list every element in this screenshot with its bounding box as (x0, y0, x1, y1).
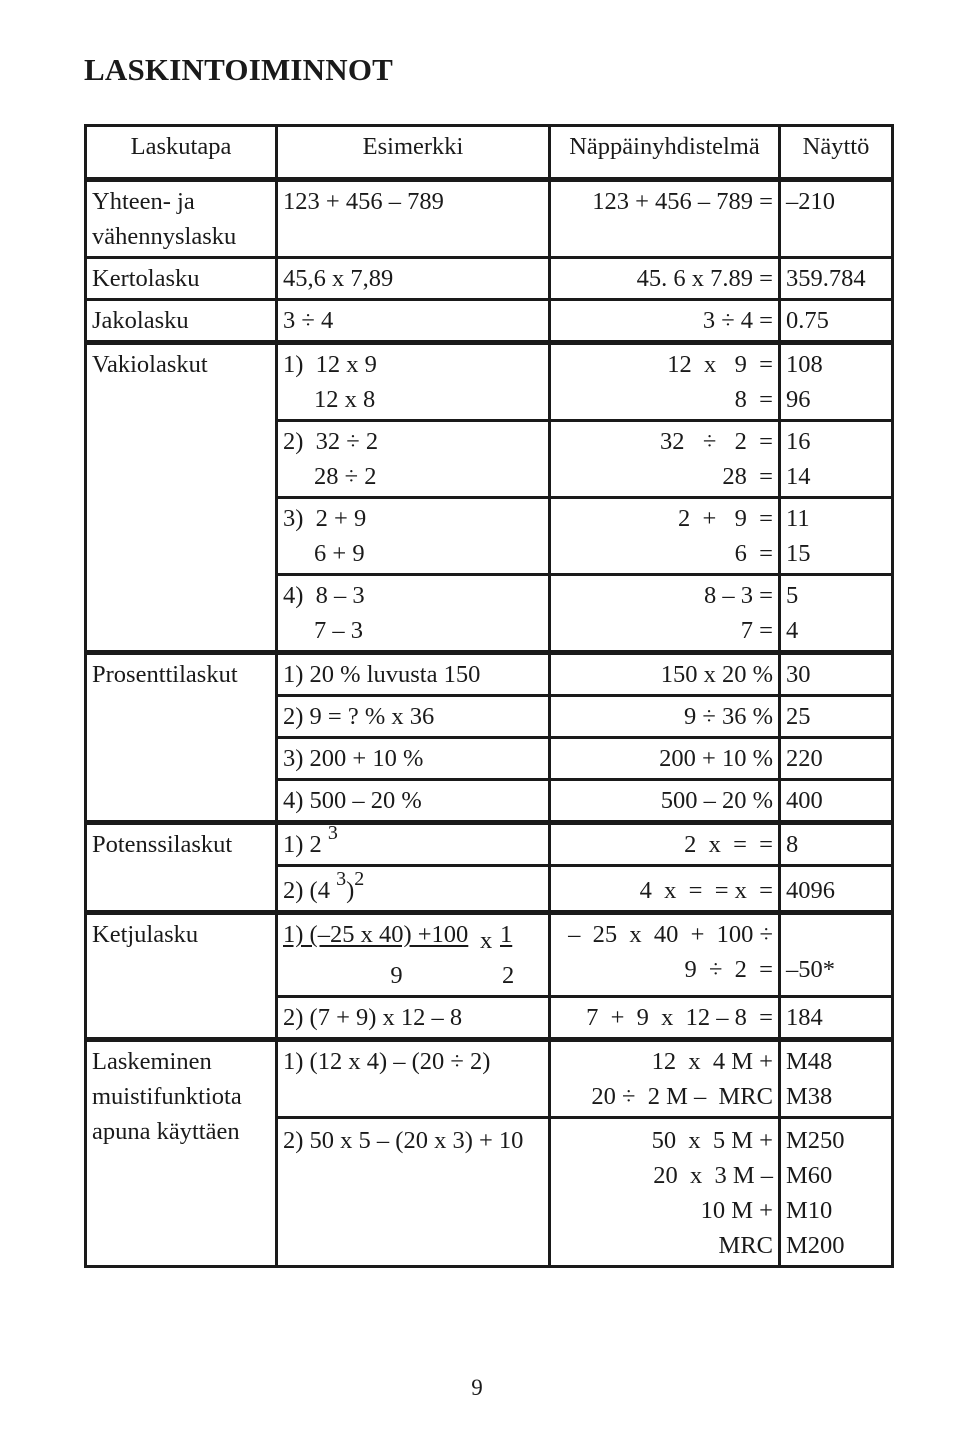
table-row (86, 1040, 893, 1118)
keys-cell: 2 + 9 = 6 = (550, 498, 780, 575)
table-row (86, 913, 893, 997)
example-cell: 45,6 x 7,89 (277, 258, 550, 300)
keys-cell: 32 ÷ 2 = 28 = (550, 421, 780, 498)
display-cell: 220 (780, 738, 893, 780)
example-cell: 2) 9 = ? % x 36 (277, 696, 550, 738)
table-row (86, 300, 893, 343)
method-cell: Jakolasku (86, 300, 277, 343)
display-cell: –50* (780, 913, 893, 997)
example-cell: 1) 12 x 9 12 x 8 (277, 343, 550, 421)
example-cell: 2) 32 ÷ 2 28 ÷ 2 (277, 421, 550, 498)
header-naytto: Näyttö (780, 126, 893, 180)
display-cell: 4096 (780, 866, 893, 913)
table-row (86, 258, 893, 300)
method-cell: Prosenttilaskut (86, 653, 277, 823)
keys-cell: 150 x 20 % (550, 653, 780, 696)
keys-cell: 8 – 3 = 7 = (550, 575, 780, 653)
table-header-row (86, 126, 893, 180)
method-cell: Ketjulasku (86, 913, 277, 1040)
example-cell: 4) 8 – 3 7 – 3 (277, 575, 550, 653)
example-cell: 3) 2 + 9 6 + 9 (277, 498, 550, 575)
header-laskutapa: Laskutapa (86, 126, 277, 180)
keys-cell: 123 + 456 – 789 = (550, 180, 780, 258)
example-cell: 2) 50 x 5 – (20 x 3) + 10 (277, 1118, 550, 1267)
keys-cell: 2 x = = (550, 823, 780, 866)
table-row (86, 823, 893, 866)
display-cell: 11 15 (780, 498, 893, 575)
example-cell: 123 + 456 – 789 (277, 180, 550, 258)
example-cell: 1) (12 x 4) – (20 ÷ 2) (277, 1040, 550, 1118)
keys-cell: 12 x 9 = 8 = (550, 343, 780, 421)
keys-cell: 200 + 10 % (550, 738, 780, 780)
keys-cell: 4 x = = x = (550, 866, 780, 913)
display-cell: 16 14 (780, 421, 893, 498)
calculator-functions-table (84, 124, 894, 1268)
table-row (86, 180, 893, 258)
display-cell: –210 (780, 180, 893, 258)
display-cell: 359.784 (780, 258, 893, 300)
example-cell: 2) (7 + 9) x 12 – 8 (277, 997, 550, 1040)
page-number: 9 (471, 1375, 483, 1400)
example-cell: 3 ÷ 4 (277, 300, 550, 343)
method-cell: Laskeminen muistifunktiota apuna käyttäen (86, 1040, 277, 1267)
display-cell: 25 (780, 696, 893, 738)
example-cell: 1) 20 % luvusta 150 (277, 653, 550, 696)
example-cell: 3) 200 + 10 % (277, 738, 550, 780)
display-cell: 30 (780, 653, 893, 696)
example-cell: 4) 500 – 20 % (277, 780, 550, 823)
fraction-expression: 1) (–25 x 40) +100 x 1 (283, 921, 513, 954)
table-row (86, 653, 893, 696)
example-cell (277, 913, 550, 997)
keys-cell: 50 x 5 M + 20 x 3 M – 10 M + MRC (550, 1118, 780, 1267)
method-cell: Yhteen- ja vähennyslasku (86, 180, 277, 258)
display-cell: 400 (780, 780, 893, 823)
display-cell: 0.75 (780, 300, 893, 343)
keys-cell: 7 + 9 x 12 – 8 = (550, 997, 780, 1040)
table-row (86, 343, 893, 421)
keys-cell: – 25 x 40 + 100 ÷ 9 ÷ 2 = (550, 913, 780, 997)
display-cell: 184 (780, 997, 893, 1040)
display-cell: 5 4 (780, 575, 893, 653)
method-cell: Kertolasku (86, 258, 277, 300)
keys-cell: 45. 6 x 7.89 = (550, 258, 780, 300)
keys-cell: 500 – 20 % (550, 780, 780, 823)
example-cell: 2) (4 $^3$)$^2$ (277, 866, 550, 913)
display-cell: M48 M38 (780, 1040, 893, 1118)
keys-cell: 3 ÷ 4 = (550, 300, 780, 343)
keys-cell: 12 x 4 M + 20 ÷ 2 M – MRC (550, 1040, 780, 1118)
keys-cell: 9 ÷ 36 % (550, 696, 780, 738)
fraction-denominators: 9 2 (390, 962, 515, 989)
header-esimerkki: Esimerkki (277, 126, 550, 180)
display-cell: 108 96 (780, 343, 893, 421)
display-cell: 8 (780, 823, 893, 866)
page-title: LASKINTOIMINNOT (84, 52, 394, 87)
header-nappainyhdistelma: Näppäinyhdistelmä (550, 126, 780, 180)
example-cell: 1) 2 $^3$ (277, 823, 550, 866)
display-cell: M250 M60 M10 M200 (780, 1118, 893, 1267)
method-cell: Vakiolaskut (86, 343, 277, 653)
method-cell: Potenssilaskut (86, 823, 277, 913)
